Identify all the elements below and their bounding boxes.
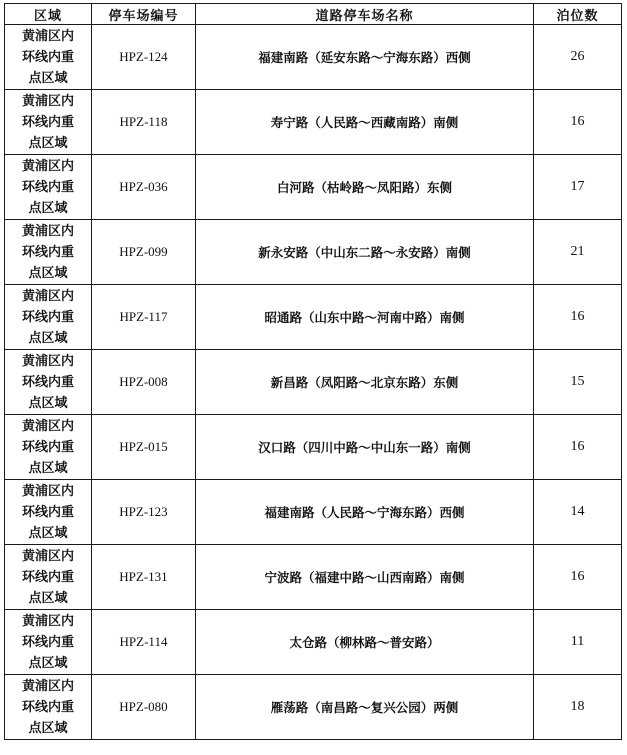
parking-table bbox=[4, 3, 622, 740]
region-line: 黄浦区内 bbox=[21, 418, 74, 434]
cell-spaces: 15 bbox=[534, 350, 622, 415]
cell-spaces: 16 bbox=[534, 90, 622, 155]
region-line: 环线内重 bbox=[21, 634, 74, 650]
region-line: 黄浦区内 bbox=[21, 158, 74, 174]
region-line: 环线内重 bbox=[21, 439, 74, 455]
cell-name: 雁荡路（南昌路～复兴公园）两侧 bbox=[196, 675, 534, 740]
cell-code: HPZ-117 bbox=[92, 285, 196, 350]
cell-name: 宁波路（福建中路～山西南路）南侧 bbox=[196, 545, 534, 610]
region-line: 点区域 bbox=[28, 460, 68, 476]
table-row bbox=[5, 285, 622, 350]
region-line: 点区域 bbox=[28, 720, 68, 736]
table-row bbox=[5, 480, 622, 545]
cell-region bbox=[5, 350, 92, 415]
cell-region bbox=[5, 415, 92, 480]
table-header-row bbox=[5, 4, 622, 25]
cell-code: HPZ-099 bbox=[92, 220, 196, 285]
cell-name: 福建南路（人民路～宁海东路）西侧 bbox=[196, 480, 534, 545]
cell-spaces: 18 bbox=[534, 675, 622, 740]
cell-code: HPZ-008 bbox=[92, 350, 196, 415]
cell-name: 昭通路（山东中路～河南中路）南侧 bbox=[196, 285, 534, 350]
region-line: 环线内重 bbox=[21, 309, 74, 325]
table-row bbox=[5, 675, 622, 740]
cell-code: HPZ-118 bbox=[92, 90, 196, 155]
table-row bbox=[5, 155, 622, 220]
cell-spaces: 17 bbox=[534, 155, 622, 220]
header-code: 停车场编号 bbox=[92, 4, 196, 25]
cell-name: 福建南路（延安东路～宁海东路）西侧 bbox=[196, 25, 534, 90]
region-line: 黄浦区内 bbox=[21, 483, 74, 499]
region-line: 黄浦区内 bbox=[21, 353, 74, 369]
cell-name: 新昌路（凤阳路～北京东路）东侧 bbox=[196, 350, 534, 415]
cell-code: HPZ-080 bbox=[92, 675, 196, 740]
region-line: 点区域 bbox=[28, 200, 68, 216]
table-row bbox=[5, 545, 622, 610]
table-row bbox=[5, 415, 622, 480]
header-region: 区域 bbox=[5, 4, 92, 25]
region-line: 黄浦区内 bbox=[21, 223, 74, 239]
region-line: 环线内重 bbox=[21, 504, 74, 520]
region-line: 环线内重 bbox=[21, 179, 74, 195]
region-line: 点区域 bbox=[28, 590, 68, 606]
region-line: 点区域 bbox=[28, 655, 68, 671]
cell-spaces: 16 bbox=[534, 415, 622, 480]
region-line: 点区域 bbox=[28, 70, 68, 86]
region-line: 黄浦区内 bbox=[21, 28, 74, 44]
header-spaces: 泊位数 bbox=[534, 4, 622, 25]
table-row bbox=[5, 25, 622, 90]
cell-region bbox=[5, 220, 92, 285]
region-line: 环线内重 bbox=[21, 374, 74, 390]
cell-name: 新永安路（中山东二路～永安路）南侧 bbox=[196, 220, 534, 285]
cell-code: HPZ-036 bbox=[92, 155, 196, 220]
cell-region bbox=[5, 610, 92, 675]
header-name: 道路停车场名称 bbox=[196, 4, 534, 25]
cell-spaces: 16 bbox=[534, 545, 622, 610]
cell-region bbox=[5, 25, 92, 90]
cell-region bbox=[5, 675, 92, 740]
cell-name: 寿宁路（人民路～西藏南路）南侧 bbox=[196, 90, 534, 155]
cell-code: HPZ-015 bbox=[92, 415, 196, 480]
cell-code: HPZ-124 bbox=[92, 25, 196, 90]
region-line: 黄浦区内 bbox=[21, 288, 74, 304]
cell-code: HPZ-131 bbox=[92, 545, 196, 610]
table-row bbox=[5, 610, 622, 675]
cell-region bbox=[5, 155, 92, 220]
cell-name: 白河路（枯岭路～凤阳路）东侧 bbox=[196, 155, 534, 220]
cell-code: HPZ-114 bbox=[92, 610, 196, 675]
table-body bbox=[5, 25, 622, 740]
cell-code: HPZ-123 bbox=[92, 480, 196, 545]
region-line: 点区域 bbox=[28, 395, 68, 411]
cell-region bbox=[5, 480, 92, 545]
region-line: 黄浦区内 bbox=[21, 613, 74, 629]
region-line: 环线内重 bbox=[21, 49, 74, 65]
table-row bbox=[5, 350, 622, 415]
cell-region bbox=[5, 285, 92, 350]
region-line: 点区域 bbox=[28, 525, 68, 541]
region-line: 环线内重 bbox=[21, 699, 74, 715]
cell-region bbox=[5, 90, 92, 155]
cell-spaces: 16 bbox=[534, 285, 622, 350]
cell-spaces: 11 bbox=[534, 610, 622, 675]
parking-table-sheet bbox=[4, 3, 621, 740]
cell-spaces: 21 bbox=[534, 220, 622, 285]
table-row bbox=[5, 220, 622, 285]
region-line: 点区域 bbox=[28, 135, 68, 151]
region-line: 环线内重 bbox=[21, 114, 74, 130]
table-row bbox=[5, 90, 622, 155]
region-line: 黄浦区内 bbox=[21, 548, 74, 564]
region-line: 黄浦区内 bbox=[21, 678, 74, 694]
cell-name: 太仓路（柳林路～普安路） bbox=[196, 610, 534, 675]
cell-spaces: 26 bbox=[534, 25, 622, 90]
region-line: 点区域 bbox=[28, 265, 68, 281]
region-line: 环线内重 bbox=[21, 244, 74, 260]
cell-spaces: 14 bbox=[534, 480, 622, 545]
region-line: 环线内重 bbox=[21, 569, 74, 585]
region-line: 点区域 bbox=[28, 330, 68, 346]
cell-name: 汉口路（四川中路～中山东一路）南侧 bbox=[196, 415, 534, 480]
cell-region bbox=[5, 545, 92, 610]
region-line: 黄浦区内 bbox=[21, 93, 74, 109]
